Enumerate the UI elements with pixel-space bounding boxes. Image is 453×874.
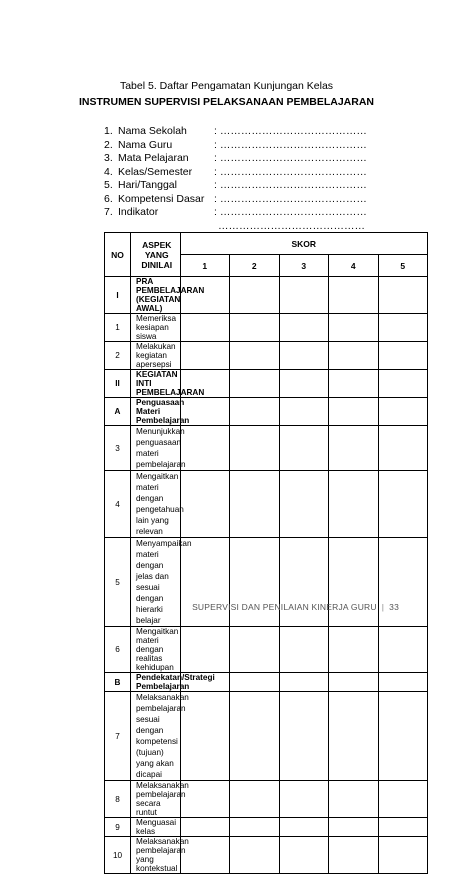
table-row: [105, 538, 428, 627]
score-cell[interactable]: [329, 692, 379, 781]
field-number: 3.: [104, 152, 113, 164]
score-3-header: 3: [279, 255, 329, 277]
score-cell[interactable]: [230, 692, 280, 781]
score-cell[interactable]: [279, 426, 329, 471]
score-2-header: 2: [230, 255, 280, 277]
field-number: 6.: [104, 192, 113, 205]
identity-fields: [104, 125, 367, 233]
row-number: A: [105, 398, 131, 426]
table-caption: Tabel 5. Daftar Pengamatan Kunjungan Kelas: [119, 80, 334, 92]
score-cell[interactable]: [279, 837, 329, 874]
score-cell[interactable]: [378, 342, 428, 370]
page-footer: [192, 602, 399, 612]
col-aspect-header: ASPEK YANG DINILAI: [131, 233, 181, 277]
row-number: B: [105, 673, 131, 692]
score-cell[interactable]: [329, 471, 379, 538]
score-cell[interactable]: [329, 781, 379, 818]
supervision-table: [104, 232, 428, 874]
row-aspect: Melaksanakan pembelajaran sesuai dengan kompetensi (tujuan) yang akan dicapai: [131, 692, 181, 781]
table-row: [105, 837, 428, 874]
row-number: 2: [105, 342, 131, 370]
field-number: 1.: [104, 125, 113, 137]
score-cell[interactable]: [279, 692, 329, 781]
row-aspect: Melakukan kegiatan apersepsi: [131, 342, 181, 370]
footer-separator: |: [381, 602, 385, 612]
score-cell[interactable]: [279, 342, 329, 370]
score-4-header: 4: [329, 255, 379, 277]
score-cell[interactable]: [279, 781, 329, 818]
score-cell[interactable]: [329, 673, 379, 692]
score-cell[interactable]: [230, 627, 280, 673]
score-cell[interactable]: [230, 277, 280, 314]
field-label: Kompetensi Dasar: [118, 192, 205, 205]
field-blank: : ……………………………………: [214, 165, 367, 178]
score-cell[interactable]: [180, 781, 230, 818]
table-row: [105, 277, 428, 314]
score-cell[interactable]: [329, 277, 379, 314]
score-cell[interactable]: [378, 692, 428, 781]
score-cell[interactable]: [329, 342, 379, 370]
score-cell[interactable]: [378, 818, 428, 837]
field-label: Indikator: [118, 206, 159, 218]
score-cell[interactable]: [180, 692, 230, 781]
score-cell[interactable]: [180, 627, 230, 673]
score-cell[interactable]: [329, 627, 379, 673]
score-cell[interactable]: [378, 673, 428, 692]
field-blank: : ……………………………………: [214, 138, 367, 151]
footer-title: SUPERVISI DAN PENILAIAN KINERJA GURU: [192, 602, 377, 612]
table-row: [105, 342, 428, 370]
row-number: 5: [105, 538, 131, 627]
score-cell[interactable]: [230, 398, 280, 426]
table-row: [105, 673, 428, 692]
score-cell[interactable]: [279, 398, 329, 426]
row-number: 8: [105, 781, 131, 818]
score-cell[interactable]: [230, 314, 280, 342]
score-cell[interactable]: [378, 314, 428, 342]
score-cell[interactable]: [180, 837, 230, 874]
field-blank: : ……………………………………: [214, 206, 367, 218]
score-cell[interactable]: [329, 426, 379, 471]
score-cell[interactable]: [230, 781, 280, 818]
instrument-heading: INSTRUMEN SUPERVISI PELAKSANAAN PEMBELAJARAN: [78, 96, 374, 108]
score-1-header: 1: [180, 255, 230, 277]
score-cell[interactable]: [180, 818, 230, 837]
score-cell[interactable]: [230, 342, 280, 370]
field-label: Hari/Tanggal: [118, 179, 177, 191]
score-cell[interactable]: [378, 398, 428, 426]
table-row: [105, 627, 428, 673]
field-mata-pelajaran: [104, 152, 367, 166]
field-number: 4.: [104, 165, 113, 178]
table-row: [105, 370, 428, 398]
field-hari-tanggal: [104, 179, 367, 193]
score-cell[interactable]: [279, 314, 329, 342]
row-aspect: Menyampaikan materi dengan jelas dan sesuai dengan hierarki belajar: [131, 538, 181, 627]
score-cell[interactable]: [279, 471, 329, 538]
field-label: Nama Sekolah: [118, 125, 187, 137]
page-number: 33: [389, 602, 399, 612]
field-label: Nama Guru: [118, 138, 173, 151]
score-cell[interactable]: [180, 277, 230, 314]
score-cell[interactable]: [378, 277, 428, 314]
score-5-header: 5: [378, 255, 428, 277]
score-cell[interactable]: [230, 538, 280, 627]
header-row: [105, 233, 428, 255]
field-label: Mata Pelajaran: [118, 152, 189, 164]
score-cell[interactable]: [180, 673, 230, 692]
score-cell[interactable]: [230, 837, 280, 874]
score-cell[interactable]: [378, 781, 428, 818]
score-cell[interactable]: [378, 837, 428, 874]
score-cell[interactable]: [230, 471, 280, 538]
row-number: II: [105, 370, 131, 398]
table-row: [105, 471, 428, 538]
row-aspect: Melaksanakan pembelajaran yang kontekstual: [131, 837, 181, 874]
score-cell[interactable]: [230, 426, 280, 471]
row-aspect: Penguasaan Materi Pembelajaran: [131, 398, 181, 426]
col-no-header: NO: [105, 233, 131, 277]
score-cell[interactable]: [329, 398, 379, 426]
row-aspect: Melaksanakan pembelajaran secara runtut: [131, 781, 181, 818]
score-cell[interactable]: [230, 673, 280, 692]
row-number: 4: [105, 471, 131, 538]
score-cell[interactable]: [180, 538, 230, 627]
row-aspect: Menguasai kelas: [131, 818, 181, 837]
score-cell[interactable]: [329, 538, 379, 627]
field-kompetensi-dasar: [104, 193, 367, 207]
field-kelas-semester: [104, 166, 367, 180]
table-row: [105, 314, 428, 342]
score-cell[interactable]: [279, 370, 329, 398]
field-indikator-continuation: ……………………………………: [218, 219, 365, 232]
score-cell[interactable]: [329, 837, 379, 874]
score-cell[interactable]: [329, 818, 379, 837]
score-cell[interactable]: [180, 342, 230, 370]
row-number: 7: [105, 692, 131, 781]
row-number: I: [105, 277, 131, 314]
field-label: Kelas/Semester: [118, 165, 193, 178]
row-aspect: Memeriksa kesiapan siswa: [131, 314, 181, 342]
field-number: 7.: [104, 206, 113, 218]
score-cell[interactable]: [378, 471, 428, 538]
field-blank: : ……………………………………: [214, 152, 367, 164]
score-cell[interactable]: [279, 818, 329, 837]
field-blank: : ……………………………………: [214, 192, 367, 205]
table-row: [105, 426, 428, 471]
score-cell[interactable]: [180, 471, 230, 538]
score-cell[interactable]: [180, 314, 230, 342]
table-row: [105, 398, 428, 426]
row-aspect: Mengaitkan materi dengan realitas kehidupan: [131, 627, 181, 673]
score-cell[interactable]: [279, 673, 329, 692]
row-number: 10: [105, 837, 131, 874]
score-cell[interactable]: [378, 538, 428, 627]
score-cell[interactable]: [378, 370, 428, 398]
field-blank: : ……………………………………: [214, 179, 367, 191]
table-row: [105, 781, 428, 818]
field-number: 5.: [104, 179, 113, 191]
row-number: 9: [105, 818, 131, 837]
score-cell[interactable]: [329, 314, 379, 342]
score-cell[interactable]: [279, 277, 329, 314]
table-row: [105, 692, 428, 781]
score-cell[interactable]: [230, 818, 280, 837]
field-nama-guru: [104, 139, 367, 153]
col-score-header: SKOR: [180, 233, 428, 255]
table-row: [105, 818, 428, 837]
field-blank: : ……………………………………: [214, 125, 367, 137]
score-cell[interactable]: [230, 370, 280, 398]
score-cell[interactable]: [329, 370, 379, 398]
row-aspect: PRA PEMBELAJARAN (KEGIATAN AWAL): [131, 277, 181, 314]
row-aspect: Menunjukkan penguasaan materi pembelajaran: [131, 426, 181, 471]
row-aspect: Pendekatan/Strategi Pembelajaran: [131, 673, 181, 692]
row-aspect: Mengaitkan materi dengan pengetahuan lain yang relevan: [131, 471, 181, 538]
field-number: 2.: [104, 138, 113, 151]
field-nama-sekolah: [104, 125, 367, 139]
score-cell[interactable]: [279, 627, 329, 673]
row-number: 3: [105, 426, 131, 471]
score-cell[interactable]: [378, 426, 428, 471]
row-number: 1: [105, 314, 131, 342]
field-indikator: [104, 206, 367, 220]
row-aspect: KEGIATAN INTI PEMBELAJARAN: [131, 370, 181, 398]
score-cell[interactable]: [378, 627, 428, 673]
row-number: 6: [105, 627, 131, 673]
score-cell[interactable]: [279, 538, 329, 627]
score-cell[interactable]: [180, 426, 230, 471]
